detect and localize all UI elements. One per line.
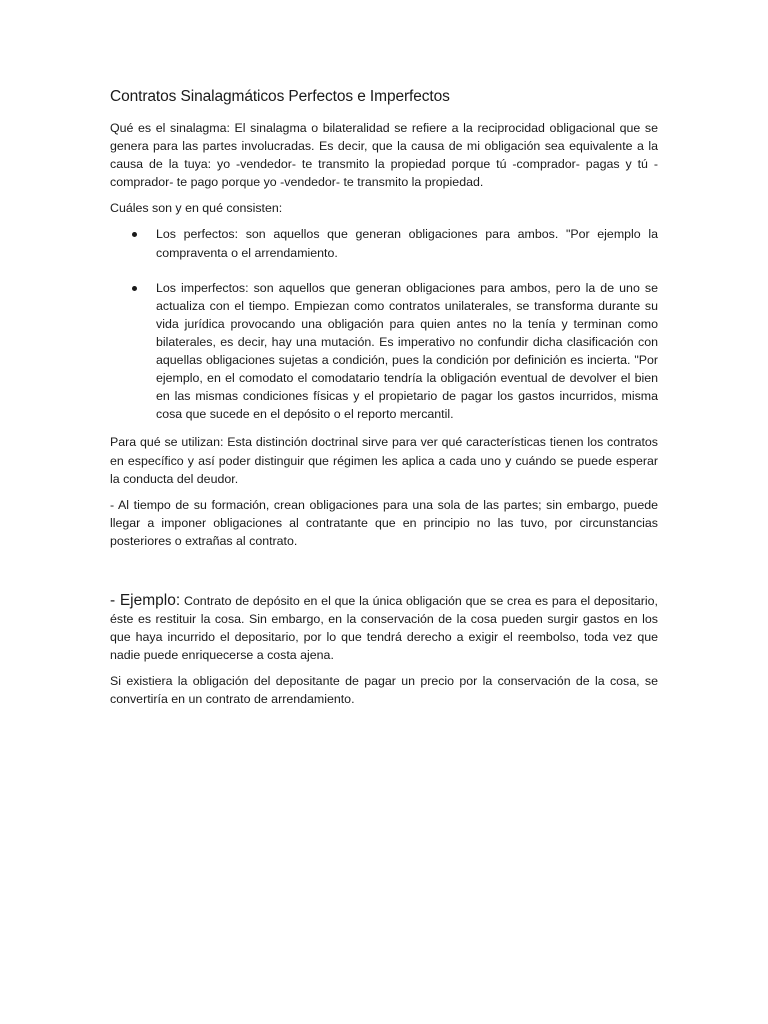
paragraph-para-que: Para qué se utilizan: Esta distinción doctrinal sirve para ver qué características tienen los contratos en específico y así poder distinguir que régimen les aplica a cada uno y cuándo se puede esperar la conducta del deudor. xyxy=(110,435,658,486)
paragraph-ejemplo xyxy=(110,592,658,664)
ejemplo-text: Contrato de depósito en el que la única obligación que se crea es para el depositario, éste es restituir la cosa. Sin embargo, en la conservación de la cosa pueden surgir gastos en los que haya incurrido el depositario, por lo que tendrá derecho a exigir el reembolso, toda vez que nadie puede enriquecerse a costa ajena. xyxy=(110,593,658,663)
document-body xyxy=(110,86,658,717)
paragraph-formacion: - Al tiempo de su formación, crean obligaciones para una sola de las partes; sin embargo, puede llegar a imponer obligaciones al contratante que en principio no las tuvo, por circunstancias posteriores o extrañas al contrato. xyxy=(110,497,658,548)
list-item xyxy=(110,225,658,261)
bullet-icon xyxy=(132,286,137,291)
paragraph-arrendamiento: Si existiera la obligación del depositante de pagar un precio por la conservación de la cosa, se convertiría en un contrato de arrendamiento. xyxy=(110,674,658,707)
section-spacer xyxy=(110,558,658,592)
bullet-list xyxy=(110,225,658,423)
list-item-text: Los perfectos: son aquellos que generan obligaciones para ambos. "Por ejemplo la compraventa o el arrendamiento. xyxy=(156,227,658,260)
bullet-icon xyxy=(132,232,137,237)
ejemplo-heading: - Ejemplo: xyxy=(110,591,181,609)
list-item xyxy=(110,279,658,424)
paragraph-sinalagma: Qué es el sinalagma: El sinalagma o bilateralidad se refiere a la reciprocidad obligacional que se genera para las partes involucradas. Es decir, que la causa de mi obligación sea equivalente a la causa de la tuya: yo -vendedor- te transmito la propiedad porque tú -comprador- pagas y tú -comprador- te pago porque yo -vendedor- te transmito la propiedad. xyxy=(110,121,658,190)
paragraph-cuales-son: Cuáles son y en qué consisten: xyxy=(110,201,283,216)
list-item-text: Los imperfectos: son aquellos que generan obligaciones para ambos, pero la de uno se actualiza con el tiempo. Empiezan como contratos unilaterales, se transforma durante su vida jurídica provocando una obligación para quien antes no la tenía y terminan como bilaterales, es decir, hay una mutación. Es imperativo no confundir dicha clasificación con aquellas obligaciones sujetas a condición, pues la condición por definición es incierta. "Por ejemplo, en el comodato el comodatario tendría la obligación eventual de devolver el bien en las mismas condiciones físicas y el propietario de pagar los gastos incurridos, misma cosa que sucede en el depósito o el reporto mercantil. xyxy=(156,280,658,422)
document-title: Contratos Sinalagmáticos Perfectos e Imperfectos xyxy=(110,88,450,105)
